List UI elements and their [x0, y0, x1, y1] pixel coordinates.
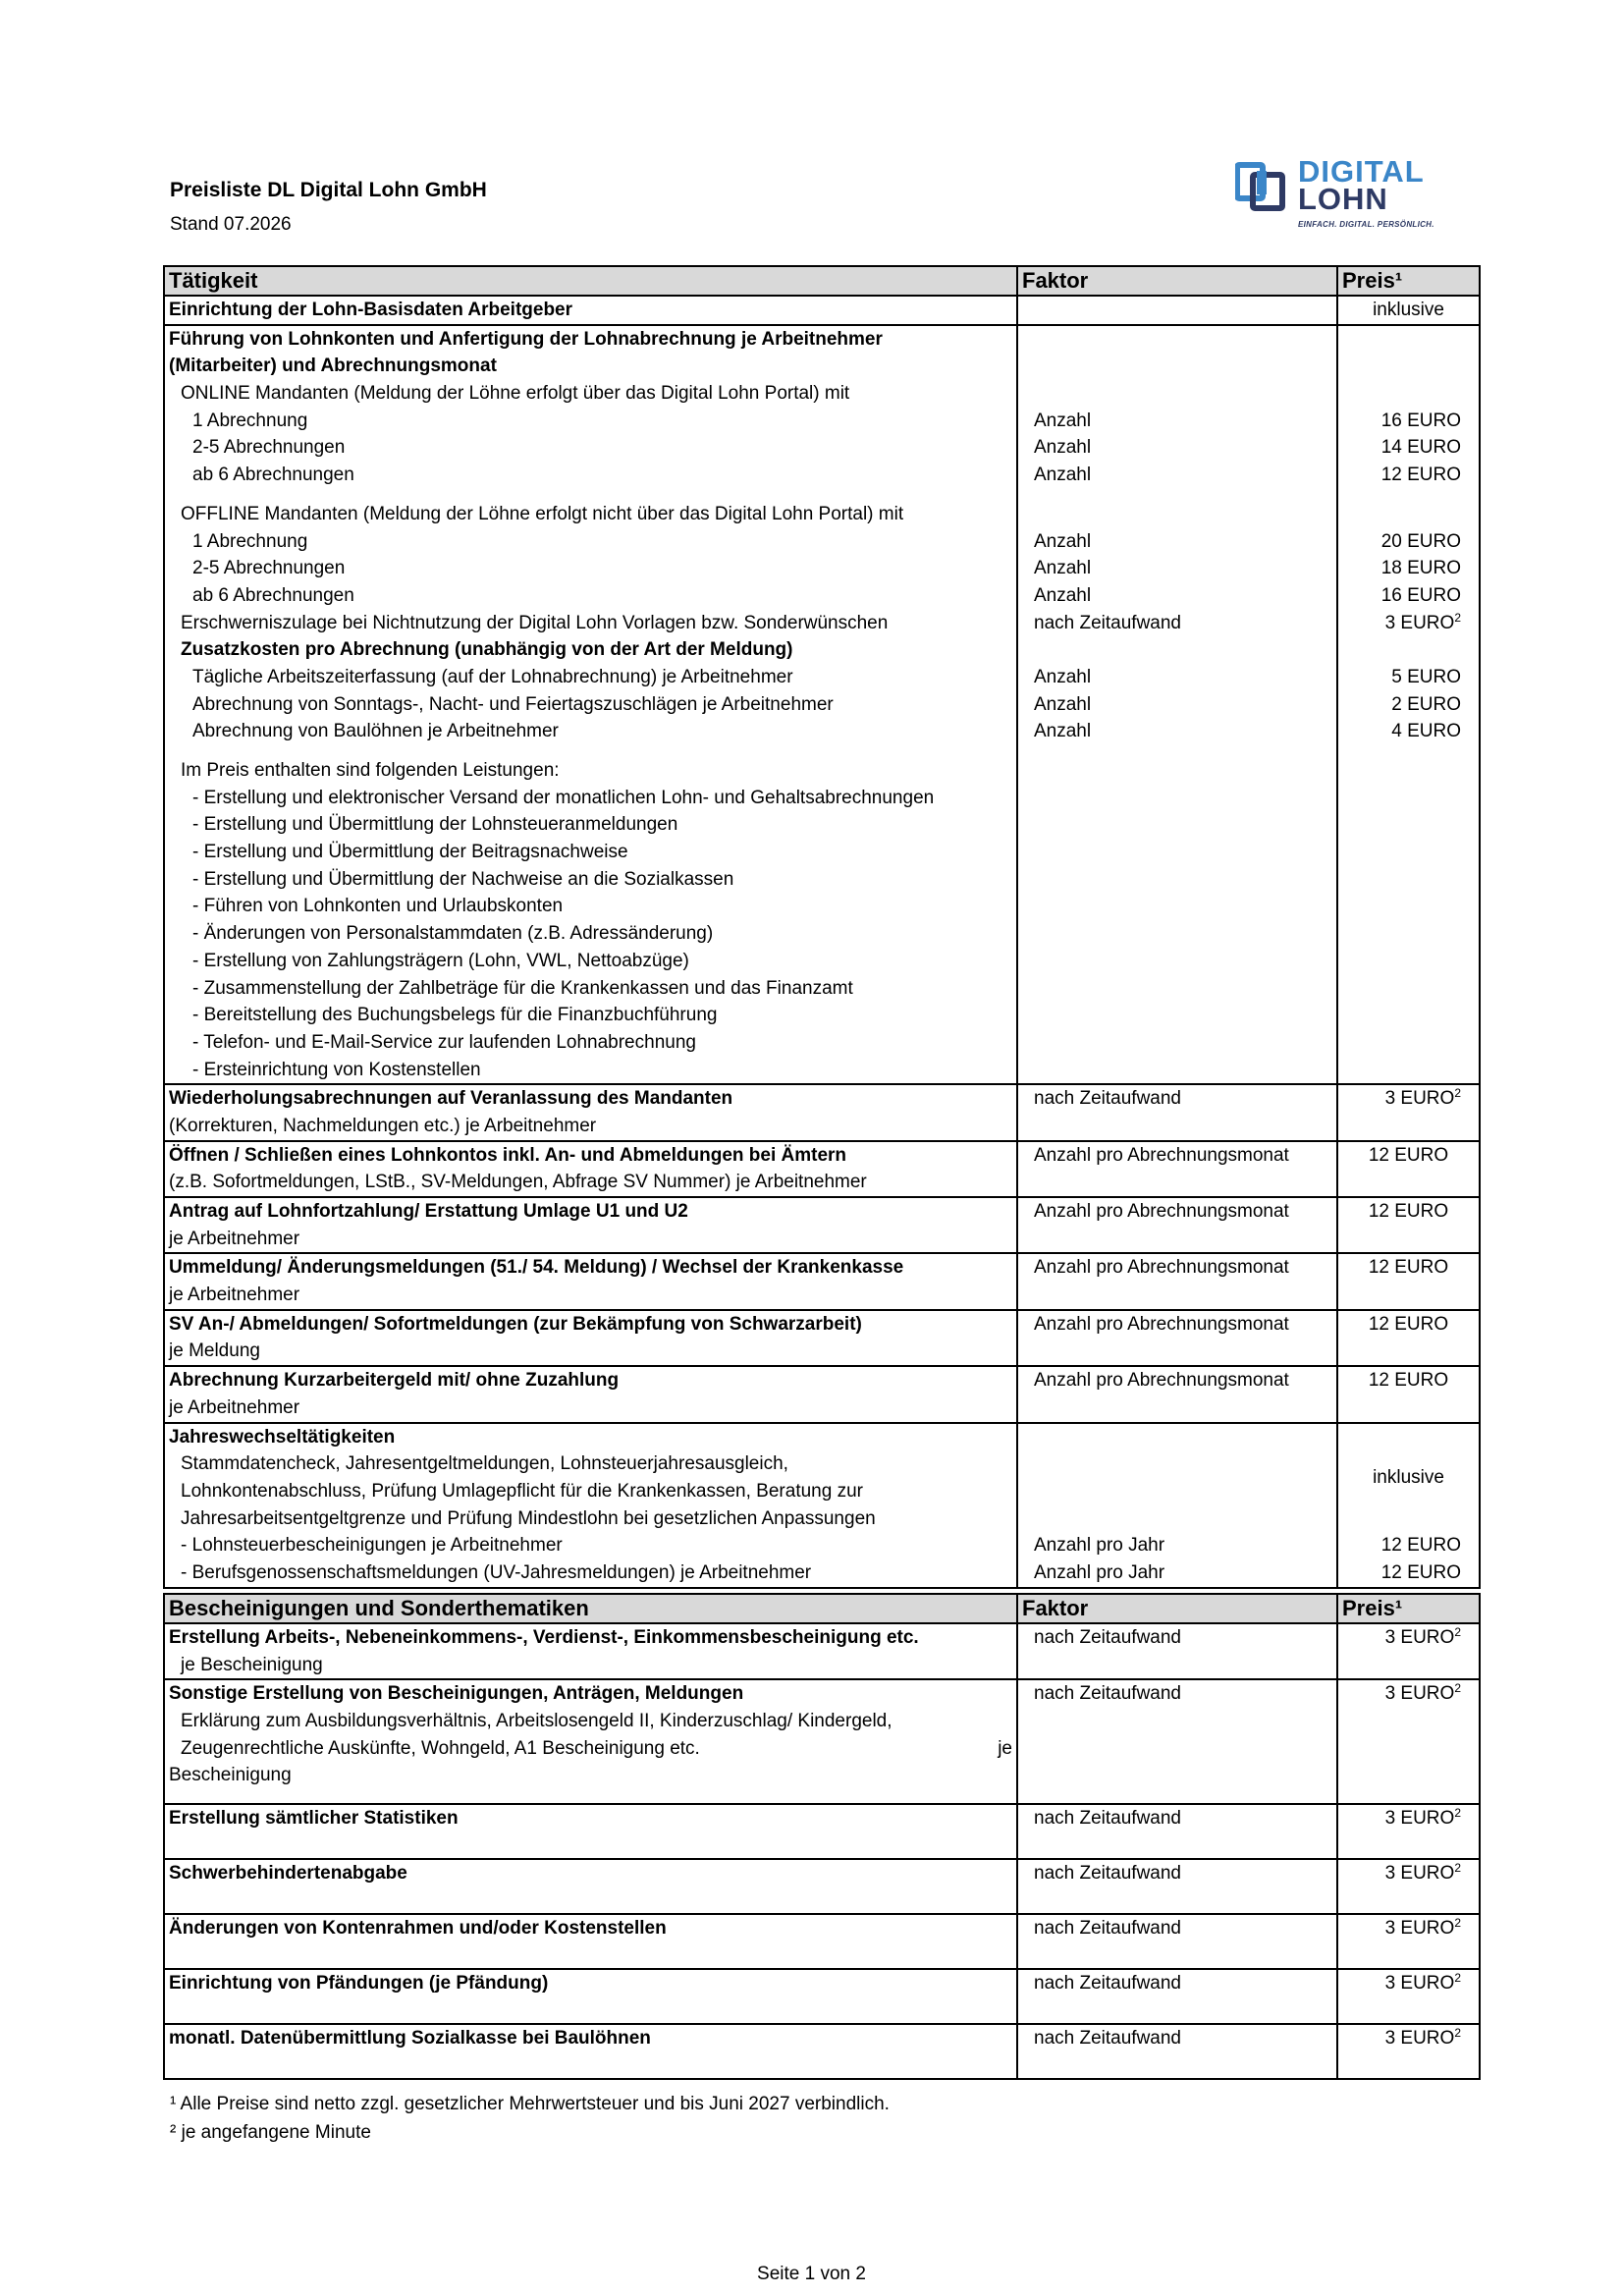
factor: nach Zeitaufwand [1034, 1683, 1181, 1705]
factor: Anzahl [1034, 721, 1092, 742]
footnote-1: ¹ Alle Preise sind netto zzgl. gesetzlicher Mehrwertsteuer und bis Juni 2027 verbindlich. [170, 2094, 890, 2114]
table-header-row [164, 1594, 1480, 1623]
table-row [164, 1310, 1480, 1366]
table-row [164, 1623, 1480, 1679]
logo-tagline: EINFACH. DIGITAL. PERSÖNLICH. [1298, 220, 1434, 229]
desc-line: Stammdatencheck, Jahresentgeltmeldungen, Lohnsteuerjahresausgleich, [181, 1453, 788, 1475]
list-item: 2-5 Abrechnungen [192, 558, 346, 579]
price: 14 EURO [1380, 437, 1461, 459]
table-row [164, 1084, 1480, 1140]
table-row [164, 1197, 1480, 1253]
factor: Anzahl pro Abrechnungsmonat [1034, 1144, 1289, 1166]
row-label: Einrichtung von Pfändungen (je Pfändung) [169, 1973, 549, 1995]
list-item: 1 Abrechnung [192, 530, 308, 552]
list-item: - Erstellung und elektronischer Versand der monatlichen Lohn- und Gehaltsabrechnungen [192, 787, 935, 808]
price-table-bescheinigungen [163, 1593, 1481, 2080]
factor: nach Zeitaufwand [1034, 612, 1181, 633]
factor: nach Zeitaufwand [1034, 1808, 1181, 1830]
row-title: Öffnen / Schließen eines Lohnkontos inkl. An- und Abmeldungen bei Ämtern [169, 1144, 847, 1166]
row-sub: (Korrekturen, Nachmeldungen etc.) je Arbeitnehmer [169, 1115, 597, 1136]
price-with-footnote: 3 EURO$^2$ [1384, 610, 1461, 633]
section-title: (Mitarbeiter) und Abrechnungsmonat [169, 355, 497, 377]
row-price: inklusive [1373, 300, 1444, 320]
online-heading: ONLINE Mandanten (Meldung der Löhne erfolgt über das Digital Lohn Portal) mit [181, 383, 850, 405]
row-label: Änderungen von Kontenrahmen und/oder Kostenstellen [169, 1918, 667, 1940]
price: 16 EURO [1380, 410, 1461, 431]
list-item: 2-5 Abrechnungen [192, 437, 346, 459]
price: 20 EURO [1380, 530, 1461, 552]
row-desc: Erklärung zum Ausbildungsverhältnis, Arbeitslosengeld II, Kinderzuschlag/ Kindergeld, [181, 1711, 893, 1732]
price: 12 EURO [1380, 465, 1461, 486]
factor: Anzahl [1034, 666, 1092, 687]
factor: Anzahl [1034, 584, 1092, 606]
header-faktor: Faktor [1017, 1594, 1337, 1623]
price: 4 EURO [1391, 721, 1461, 742]
row-desc: Bescheinigung [169, 1765, 292, 1786]
factor: nach Zeitaufwand [1034, 1088, 1181, 1110]
table-row-fuehrung [164, 325, 1480, 1085]
list-item: - Berufsgenossenschaftsmeldungen (UV-Jahresmeldungen) je Arbeitnehmer [181, 1561, 812, 1583]
factor: nach Zeitaufwand [1034, 1918, 1181, 1940]
row-sub: je Bescheinigung [181, 1654, 323, 1675]
price: 2 EURO [1391, 693, 1461, 715]
list-item: - Erstellung von Zahlungsträgern (Lohn, VWL, Nettoabzüge) [192, 950, 689, 971]
list-item: - Erstellung und Übermittlung der Beitragsnachweise [192, 842, 628, 863]
factor: Anzahl pro Abrechnungsmonat [1034, 1313, 1289, 1335]
list-item: - Bereitstellung des Buchungsbelegs für die Finanzbuchführung [192, 1005, 718, 1026]
factor: Anzahl pro Abrechnungsmonat [1034, 1201, 1289, 1222]
price-with-footnote: 3 EURO$^2$ [1384, 1086, 1461, 1110]
factor: nach Zeitaufwand [1034, 1863, 1181, 1885]
logo-mark-icon [1235, 161, 1294, 212]
factor: Anzahl pro Jahr [1034, 1535, 1165, 1557]
list-item: ab 6 Abrechnungen [192, 465, 354, 486]
header-faktor: Faktor [1017, 266, 1337, 296]
row-title: Antrag auf Lohnfortzahlung/ Erstattung Umlage U1 und U2 [169, 1201, 688, 1222]
company-logo [1235, 155, 1446, 234]
list-item: Abrechnung von Baulöhnen je Arbeitnehmer [192, 721, 559, 742]
table-row [164, 1804, 1480, 1859]
table-row [164, 1679, 1480, 1804]
list-item: 1 Abrechnung [192, 410, 308, 431]
row-sub: je Arbeitnehmer [169, 1285, 300, 1306]
price: 12 EURO [1368, 1313, 1449, 1335]
price: 5 EURO [1391, 666, 1461, 687]
row-title: Abrechnung Kurzarbeitergeld mit/ ohne Zuzahlung [169, 1370, 620, 1392]
list-item: - Änderungen von Personalstammdaten (z.B. Adressänderung) [192, 923, 714, 945]
price: 12 EURO [1368, 1370, 1449, 1392]
offline-heading: OFFLINE Mandanten (Meldung der Löhne erfolgt nicht über das Digital Lohn Portal) mit [181, 503, 904, 524]
factor: Anzahl [1034, 693, 1092, 715]
list-item: - Führen von Lohnkonten und Urlaubskonten [192, 896, 564, 917]
price: 12 EURO [1380, 1561, 1461, 1583]
list-item: - Ersteinrichtung von Kostenstellen [192, 1059, 481, 1080]
row-desc: Zeugenrechtliche Auskünfte, Wohngeld, A1 Bescheinigung etc. je [181, 1737, 1012, 1759]
price: 16 EURO [1380, 584, 1461, 606]
footnote-2: ² je angefangene Minute [170, 2122, 371, 2143]
table-row [164, 1914, 1480, 1969]
page-subtitle: Stand 07.2026 [170, 214, 292, 235]
table-row [164, 1859, 1480, 1914]
price-with-footnote: 3 EURO$^2$ [1384, 1625, 1461, 1648]
row-title: Wiederholungsabrechnungen auf Veranlassung des Mandanten [169, 1088, 733, 1110]
row-sub: je Arbeitnehmer [169, 1396, 300, 1418]
factor: Anzahl pro Abrechnungsmonat [1034, 1257, 1289, 1279]
price: 18 EURO [1380, 558, 1461, 579]
leistungen-heading: Im Preis enthalten sind folgenden Leistungen: [181, 760, 560, 781]
price: 12 EURO [1368, 1144, 1449, 1166]
row-sub: je Arbeitnehmer [169, 1228, 300, 1249]
page-title: Preisliste DL Digital Lohn GmbH [170, 179, 487, 201]
factor: nach Zeitaufwand [1034, 1627, 1181, 1648]
header-taetigkeit: Tätigkeit [164, 266, 1017, 296]
header-bescheinigungen: Bescheinigungen und Sonderthematiken [164, 1594, 1017, 1623]
table-row [164, 1366, 1480, 1422]
factor: Anzahl [1034, 558, 1092, 579]
factor: Anzahl [1034, 410, 1092, 431]
header-preis: Preis¹ [1337, 1594, 1480, 1623]
price: 12 EURO [1380, 1534, 1461, 1556]
table-row-jahreswechsel [164, 1423, 1480, 1588]
table-row [164, 296, 1480, 325]
factor: Anzahl pro Abrechnungsmonat [1034, 1370, 1289, 1392]
zusatz-heading: Zusatzkosten pro Abrechnung (unabhängig von der Art der Meldung) [181, 639, 793, 661]
factor: nach Zeitaufwand [1034, 1973, 1181, 1995]
price-table-main [163, 265, 1481, 1589]
row-sub: (z.B. Sofortmeldungen, LStB., SV-Meldungen, Abfrage SV Nummer) je Arbeitnehmer [169, 1172, 867, 1193]
factor: nach Zeitaufwand [1034, 2028, 1181, 2050]
table-row [164, 2024, 1480, 2079]
header-preis: Preis¹ [1337, 266, 1480, 296]
price-with-footnote: 3 EURO$^2$ [1384, 1971, 1461, 1995]
section-title: Führung von Lohnkonten und Anfertigung der Lohnabrechnung je Arbeitnehmer [169, 328, 883, 350]
row-title: Sonstige Erstellung von Bescheinigungen, Anträgen, Meldungen [169, 1683, 744, 1705]
price-with-footnote: 3 EURO$^2$ [1384, 1806, 1461, 1830]
list-item: Tägliche Arbeitszeiterfassung (auf der Lohnabrechnung) je Arbeitnehmer [192, 666, 793, 687]
row-label: Schwerbehindertenabgabe [169, 1863, 407, 1885]
page-number: Seite 1 von 2 [757, 2264, 866, 2284]
list-item: - Lohnsteuerbescheinigungen je Arbeitnehmer [181, 1535, 563, 1557]
price: inklusive [1373, 1467, 1444, 1489]
list-item: ab 6 Abrechnungen [192, 584, 354, 606]
row-title: SV An-/ Abmeldungen/ Sofortmeldungen (zur Bekämpfung von Schwarzarbeit) [169, 1313, 862, 1335]
logo-text-lohn: LOHN [1298, 182, 1388, 216]
price-with-footnote: 3 EURO$^2$ [1384, 2026, 1461, 2050]
price-with-footnote: 3 EURO$^2$ [1384, 1861, 1461, 1885]
row-label: Erstellung sämtlicher Statistiken [169, 1808, 459, 1830]
row-label: Einrichtung der Lohn-Basisdaten Arbeitgeber [169, 300, 573, 320]
table-row [164, 1969, 1480, 2024]
logo-text-digital: DIGITAL [1298, 154, 1425, 189]
list-item: Abrechnung von Sonntags-, Nacht- und Feiertagszuschlägen je Arbeitnehmer [192, 693, 834, 715]
factor: Anzahl [1034, 530, 1092, 552]
table-header-row [164, 266, 1480, 296]
factor: Anzahl [1034, 465, 1092, 486]
price-with-footnote: 3 EURO$^2$ [1384, 1681, 1461, 1705]
factor: Anzahl pro Jahr [1034, 1561, 1165, 1583]
list-item: - Erstellung und Übermittlung der Nachweise an die Sozialkassen [192, 868, 734, 890]
list-item: - Erstellung und Übermittlung der Lohnsteueranmeldungen [192, 814, 678, 836]
price: 12 EURO [1368, 1257, 1449, 1279]
row-sub: je Meldung [169, 1340, 260, 1362]
row-title: Ummeldung/ Änderungsmeldungen (51./ 54. Meldung) / Wechsel der Krankenkasse [169, 1257, 904, 1279]
desc-line: Jahresarbeitsentgeltgrenze und Prüfung Mindestlohn bei gesetzlichen Anpassungen [181, 1507, 876, 1529]
table-row [164, 1253, 1480, 1309]
factor: Anzahl [1034, 437, 1092, 459]
row-title: Jahreswechseltätigkeiten [169, 1426, 396, 1448]
price: 12 EURO [1368, 1201, 1449, 1222]
list-item: - Zusammenstellung der Zahlbeträge für die Krankenkassen und das Finanzamt [192, 977, 853, 999]
table-row [164, 1141, 1480, 1197]
row-title: Erstellung Arbeits-, Nebeneinkommens-, Verdienst-, Einkommensbescheinigung etc. [169, 1627, 919, 1648]
desc-line: Lohnkontenabschluss, Prüfung Umlagepflicht für die Krankenkassen, Beratung zur [181, 1480, 863, 1502]
price-with-footnote: 3 EURO$^2$ [1384, 1916, 1461, 1940]
list-item: Erschwerniszulage bei Nichtnutzung der Digital Lohn Vorlagen bzw. Sonderwünschen [181, 612, 889, 633]
row-label: monatl. Datenübermittlung Sozialkasse bei Baulöhnen [169, 2028, 651, 2050]
list-item: - Telefon- und E-Mail-Service zur laufenden Lohnabrechnung [192, 1031, 696, 1053]
